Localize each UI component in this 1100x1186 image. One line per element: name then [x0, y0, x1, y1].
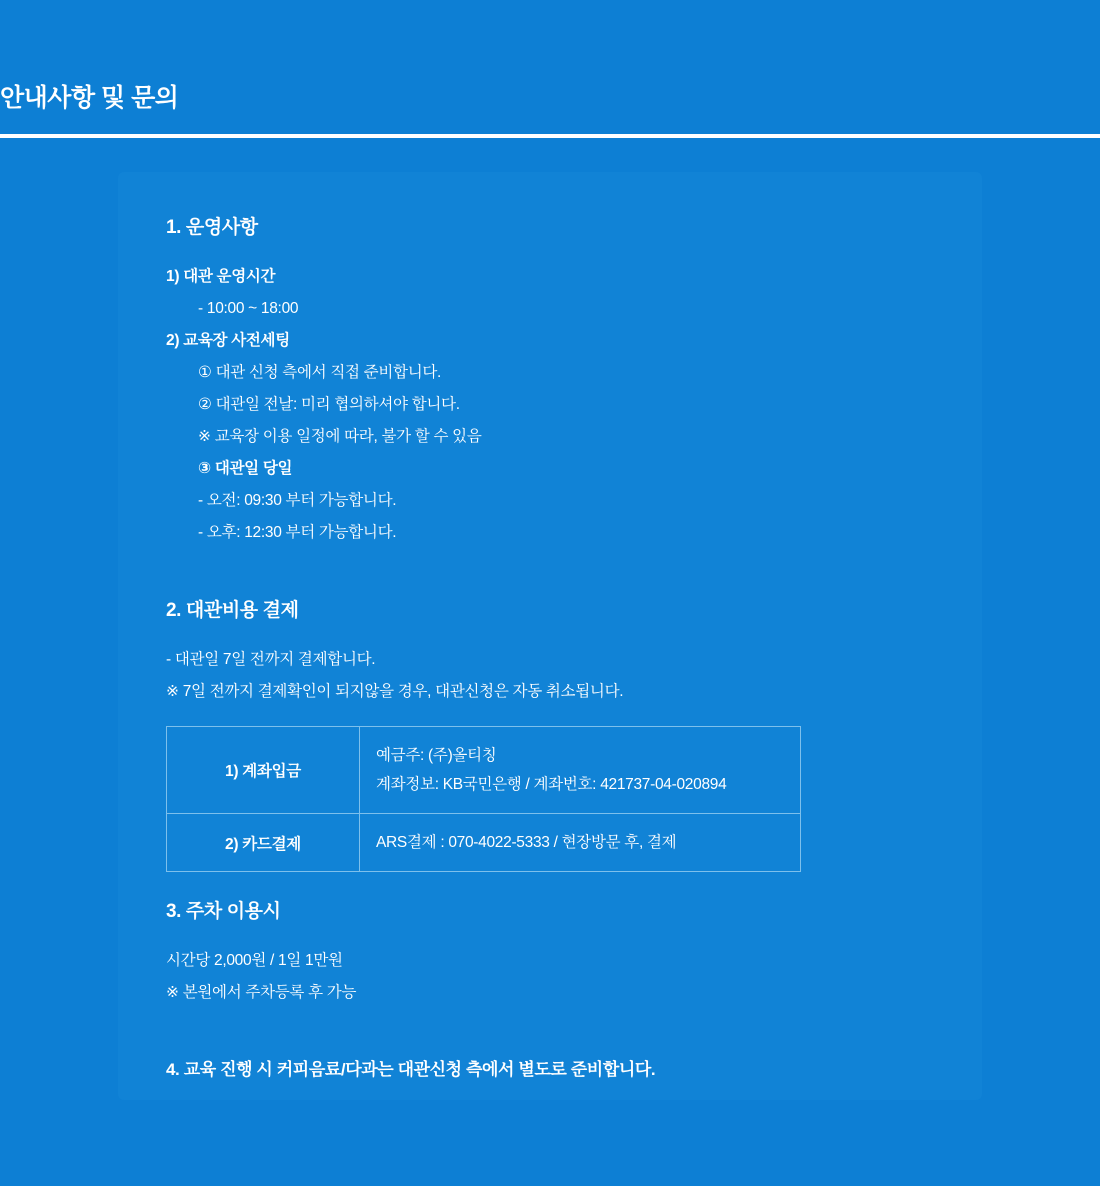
operation-item: ② 대관일 전날: 미리 협의하셔야 합니다. [198, 396, 460, 413]
section-parking-heading: 3. 주차 이용시 [166, 901, 281, 922]
operation-item: ※ 교육장 이용 일정에 따라, 불가 할 수 있음 [198, 428, 482, 445]
operation-item: - 10:00 ~ 18:00 [198, 300, 299, 317]
section-payment-heading: 2. 대관비용 결제 [166, 600, 299, 621]
operation-item: ③ 대관일 당일 [198, 460, 293, 477]
spacer [166, 549, 934, 595]
payment-method-label: 2) 카드결제 [167, 814, 360, 872]
account-holder: 예금주: (주)올티칭 [376, 747, 497, 764]
section-beverage [166, 1055, 934, 1080]
table-row [167, 727, 801, 814]
section-operation [166, 212, 934, 549]
section-payment [166, 595, 934, 872]
payment-method-label: 1) 계좌입금 [167, 727, 360, 814]
operation-item: - 오후: 12:30 부터 가능합니다. [198, 524, 397, 541]
payment-note-cancel: ※ 7일 전까지 결제확인이 되지않을 경우, 대관신청은 자동 취소됩니다. [166, 683, 624, 700]
spacer [166, 1009, 934, 1055]
payment-method-detail [360, 727, 801, 814]
operation-item: 2) 교육장 사전세팅 [166, 332, 290, 349]
account-number: 계좌정보: KB국민은행 / 계좌번호: 421737-04-020894 [376, 776, 727, 793]
card-payment-info: ARS결제 : 070-4022-5333 / 현장방문 후, 결제 [376, 834, 677, 851]
operation-item: ① 대관 신청 측에서 직접 준비합니다. [198, 364, 442, 381]
section-operation-heading: 1. 운영사항 [166, 217, 258, 238]
spacer [166, 872, 934, 896]
section-beverage-heading: 4. 교육 진행 시 커피음료/다과는 대관신청 측에서 별도로 준비합니다. [166, 1060, 656, 1079]
page-header [0, 0, 1100, 140]
header-divider [0, 134, 1100, 138]
parking-fee: 시간당 2,000원 / 1일 1만원 [166, 952, 343, 969]
info-card [118, 172, 982, 1100]
payment-note-deadline: - 대관일 7일 전까지 결제합니다. [166, 651, 376, 668]
section-parking [166, 896, 934, 1009]
parking-note: ※ 본원에서 주차등록 후 가능 [166, 984, 357, 1001]
page-title: 안내사항 및 문의 [0, 84, 179, 112]
payment-method-detail [360, 814, 801, 872]
table-row [167, 814, 801, 872]
payment-method-table [166, 726, 801, 872]
operation-item: 1) 대관 운영시간 [166, 268, 276, 285]
operation-item: - 오전: 09:30 부터 가능합니다. [198, 492, 397, 509]
